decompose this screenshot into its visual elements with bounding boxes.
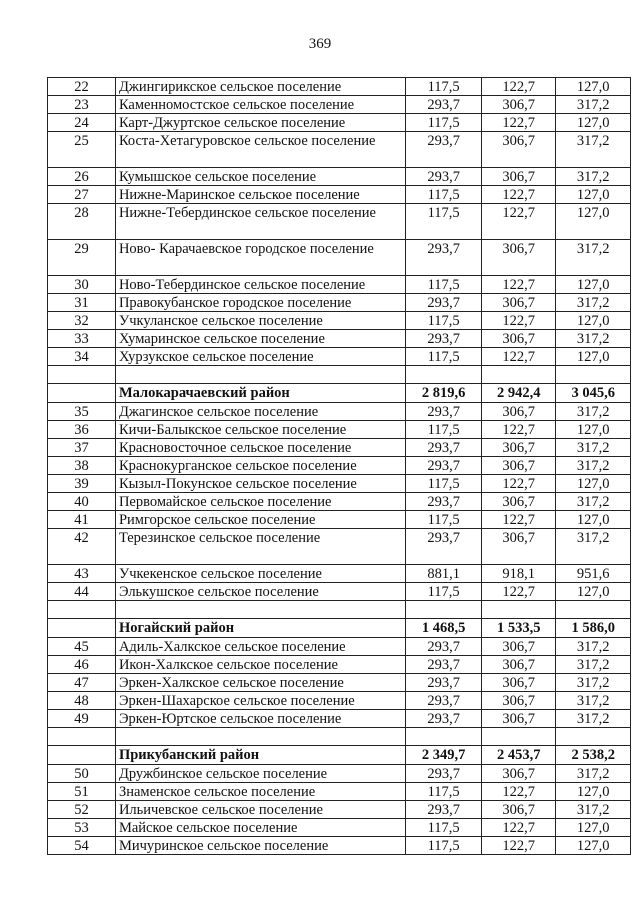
value-year-1: 117,5 xyxy=(406,837,482,855)
district-row xyxy=(48,384,631,403)
row-number: 22 xyxy=(48,78,116,96)
row-number: 42 xyxy=(48,529,116,565)
settlement-name: Хумаринское сельское поселение xyxy=(115,330,405,348)
settlement-name: Каменномостское сельское поселение xyxy=(115,96,405,114)
value-year-2: 306,7 xyxy=(481,132,556,168)
row-number: 53 xyxy=(48,819,116,837)
row-number: 23 xyxy=(48,96,116,114)
settlement-name: Ново- Карачаевское городское поселение xyxy=(115,240,405,276)
value-year-2: 2 453,7 xyxy=(481,746,556,765)
value-year-2: 306,7 xyxy=(481,692,556,710)
value-year-2: 122,7 xyxy=(481,348,556,366)
row-number: 49 xyxy=(48,710,116,728)
value-year-1: 117,5 xyxy=(406,312,482,330)
table-row xyxy=(48,421,631,439)
table-row xyxy=(48,439,631,457)
value-year-1: 293,7 xyxy=(406,674,482,692)
value-year-1: 293,7 xyxy=(406,403,482,421)
value-year-1: 881,1 xyxy=(406,565,482,583)
settlement-name: Хурзукское сельское поселение xyxy=(115,348,405,366)
table-row xyxy=(48,204,631,240)
settlement-name: Мичуринское сельское поселение xyxy=(115,837,405,855)
spacer-row xyxy=(48,601,631,619)
row-number: 26 xyxy=(48,168,116,186)
value-year-3: 127,0 xyxy=(556,837,631,855)
value-year-2: 918,1 xyxy=(481,565,556,583)
value-year-3: 317,2 xyxy=(556,801,631,819)
row-number: 28 xyxy=(48,204,116,240)
row-number: 33 xyxy=(48,330,116,348)
value-year-3: 127,0 xyxy=(556,475,631,493)
value-year-3: 317,2 xyxy=(556,765,631,783)
value-year-2: 122,7 xyxy=(481,421,556,439)
value-year-2: 306,7 xyxy=(481,457,556,475)
table-row xyxy=(48,96,631,114)
value-year-2: 122,7 xyxy=(481,783,556,801)
value-year-3: 127,0 xyxy=(556,276,631,294)
table-row xyxy=(48,493,631,511)
settlement-name: Кызыл-Покунское сельское поселение xyxy=(115,475,405,493)
value-year-3: 951,6 xyxy=(556,565,631,583)
table-row xyxy=(48,674,631,692)
row-number: 44 xyxy=(48,583,116,601)
value-year-3: 317,2 xyxy=(556,674,631,692)
value-year-2: 122,7 xyxy=(481,186,556,204)
value-year-1: 293,7 xyxy=(406,96,482,114)
empty-cell xyxy=(115,366,405,384)
settlement-name: Прикубанский район xyxy=(115,746,405,765)
settlement-name: Красновосточное сельское поселение xyxy=(115,439,405,457)
value-year-1: 117,5 xyxy=(406,78,482,96)
row-number: 34 xyxy=(48,348,116,366)
row-number: 46 xyxy=(48,656,116,674)
table-row xyxy=(48,475,631,493)
table-row xyxy=(48,710,631,728)
value-year-1: 293,7 xyxy=(406,529,482,565)
settlement-name: Джагинское сельское поселение xyxy=(115,403,405,421)
table-row xyxy=(48,276,631,294)
table-row xyxy=(48,765,631,783)
value-year-1: 293,7 xyxy=(406,168,482,186)
value-year-1: 293,7 xyxy=(406,240,482,276)
value-year-2: 122,7 xyxy=(481,204,556,240)
value-year-1: 117,5 xyxy=(406,186,482,204)
value-year-3: 317,2 xyxy=(556,529,631,565)
value-year-2: 122,7 xyxy=(481,511,556,529)
value-year-3: 127,0 xyxy=(556,114,631,132)
value-year-3: 317,2 xyxy=(556,457,631,475)
value-year-1: 2 819,6 xyxy=(406,384,482,403)
value-year-1: 293,7 xyxy=(406,132,482,168)
value-year-2: 122,7 xyxy=(481,475,556,493)
value-year-2: 306,7 xyxy=(481,439,556,457)
value-year-1: 1 468,5 xyxy=(406,619,482,638)
value-year-3: 317,2 xyxy=(556,294,631,312)
row-number: 41 xyxy=(48,511,116,529)
empty-cell xyxy=(556,366,631,384)
row-number: 43 xyxy=(48,565,116,583)
value-year-1: 293,7 xyxy=(406,294,482,312)
row-number: 38 xyxy=(48,457,116,475)
settlement-name: Учкекенское сельское поселение xyxy=(115,565,405,583)
value-year-1: 293,7 xyxy=(406,330,482,348)
row-number: 30 xyxy=(48,276,116,294)
table-row xyxy=(48,403,631,421)
table-row xyxy=(48,78,631,96)
row-number xyxy=(48,384,116,403)
table-row xyxy=(48,186,631,204)
row-number: 52 xyxy=(48,801,116,819)
budget-table xyxy=(47,77,631,855)
value-year-2: 122,7 xyxy=(481,837,556,855)
empty-cell xyxy=(48,366,116,384)
row-number: 36 xyxy=(48,421,116,439)
value-year-1: 117,5 xyxy=(406,348,482,366)
value-year-3: 127,0 xyxy=(556,583,631,601)
value-year-2: 122,7 xyxy=(481,312,556,330)
value-year-2: 306,7 xyxy=(481,638,556,656)
value-year-2: 306,7 xyxy=(481,765,556,783)
row-number: 47 xyxy=(48,674,116,692)
empty-cell xyxy=(481,728,556,746)
value-year-3: 127,0 xyxy=(556,783,631,801)
row-number: 48 xyxy=(48,692,116,710)
empty-cell xyxy=(556,728,631,746)
spacer-row xyxy=(48,366,631,384)
settlement-name: Правокубанское городское поселение xyxy=(115,294,405,312)
value-year-3: 3 045,6 xyxy=(556,384,631,403)
value-year-3: 1 586,0 xyxy=(556,619,631,638)
table-row xyxy=(48,114,631,132)
value-year-2: 306,7 xyxy=(481,710,556,728)
value-year-1: 117,5 xyxy=(406,583,482,601)
value-year-3: 317,2 xyxy=(556,240,631,276)
value-year-2: 122,7 xyxy=(481,114,556,132)
district-row xyxy=(48,746,631,765)
value-year-3: 317,2 xyxy=(556,132,631,168)
table-row xyxy=(48,656,631,674)
row-number: 35 xyxy=(48,403,116,421)
empty-cell xyxy=(481,601,556,619)
row-number: 40 xyxy=(48,493,116,511)
empty-cell xyxy=(406,366,482,384)
value-year-2: 1 533,5 xyxy=(481,619,556,638)
empty-cell xyxy=(406,601,482,619)
value-year-3: 127,0 xyxy=(556,511,631,529)
value-year-1: 293,7 xyxy=(406,710,482,728)
value-year-1: 117,5 xyxy=(406,114,482,132)
value-year-3: 127,0 xyxy=(556,78,631,96)
value-year-1: 293,7 xyxy=(406,765,482,783)
row-number: 25 xyxy=(48,132,116,168)
value-year-3: 127,0 xyxy=(556,186,631,204)
empty-cell xyxy=(406,728,482,746)
row-number: 45 xyxy=(48,638,116,656)
value-year-2: 306,7 xyxy=(481,403,556,421)
settlement-name: Римгорское сельское поселение xyxy=(115,511,405,529)
settlement-name: Майское сельское поселение xyxy=(115,819,405,837)
settlement-name: Кумышское сельское поселение xyxy=(115,168,405,186)
row-number xyxy=(48,746,116,765)
table-row xyxy=(48,783,631,801)
row-number: 29 xyxy=(48,240,116,276)
settlement-name: Кичи-Балыкское сельское поселение xyxy=(115,421,405,439)
district-row xyxy=(48,619,631,638)
value-year-1: 293,7 xyxy=(406,638,482,656)
empty-cell xyxy=(481,366,556,384)
table-row xyxy=(48,583,631,601)
empty-cell xyxy=(115,601,405,619)
value-year-3: 317,2 xyxy=(556,710,631,728)
settlement-name: Малокарачаевский район xyxy=(115,384,405,403)
value-year-1: 117,5 xyxy=(406,204,482,240)
empty-cell xyxy=(556,601,631,619)
settlement-name: Нижне-Тебердинское сельское поселение xyxy=(115,204,405,240)
settlement-name: Краснокурганское сельское поселение xyxy=(115,457,405,475)
row-number: 54 xyxy=(48,837,116,855)
value-year-2: 306,7 xyxy=(481,96,556,114)
value-year-2: 122,7 xyxy=(481,276,556,294)
value-year-2: 306,7 xyxy=(481,674,556,692)
row-number: 32 xyxy=(48,312,116,330)
settlement-name: Эркен-Шахарское сельское поселение xyxy=(115,692,405,710)
table-row xyxy=(48,511,631,529)
settlement-name: Ногайский район xyxy=(115,619,405,638)
value-year-3: 317,2 xyxy=(556,638,631,656)
settlement-name: Коста-Хетагуровское сельское поселение xyxy=(115,132,405,168)
row-number: 39 xyxy=(48,475,116,493)
value-year-1: 293,7 xyxy=(406,656,482,674)
value-year-3: 317,2 xyxy=(556,168,631,186)
settlement-name: Терезинское сельское поселение xyxy=(115,529,405,565)
value-year-2: 122,7 xyxy=(481,819,556,837)
table-row xyxy=(48,638,631,656)
table-row xyxy=(48,801,631,819)
row-number: 27 xyxy=(48,186,116,204)
table-row xyxy=(48,168,631,186)
settlement-name: Дружбинское сельское поселение xyxy=(115,765,405,783)
value-year-3: 317,2 xyxy=(556,656,631,674)
empty-cell xyxy=(48,728,116,746)
table-row xyxy=(48,692,631,710)
table-row xyxy=(48,312,631,330)
row-number: 50 xyxy=(48,765,116,783)
value-year-2: 306,7 xyxy=(481,529,556,565)
value-year-1: 293,7 xyxy=(406,493,482,511)
value-year-3: 127,0 xyxy=(556,421,631,439)
row-number: 31 xyxy=(48,294,116,312)
settlement-name: Первомайское сельское поселение xyxy=(115,493,405,511)
value-year-1: 293,7 xyxy=(406,801,482,819)
row-number: 24 xyxy=(48,114,116,132)
row-number xyxy=(48,619,116,638)
settlement-name: Ильичевское сельское поселение xyxy=(115,801,405,819)
value-year-2: 2 942,4 xyxy=(481,384,556,403)
spacer-row xyxy=(48,728,631,746)
value-year-3: 2 538,2 xyxy=(556,746,631,765)
value-year-1: 117,5 xyxy=(406,276,482,294)
empty-cell xyxy=(48,601,116,619)
table-row xyxy=(48,348,631,366)
empty-cell xyxy=(115,728,405,746)
settlement-name: Эркен-Юртское сельское поселение xyxy=(115,710,405,728)
table-row xyxy=(48,457,631,475)
settlement-name: Икон-Халкское сельское поселение xyxy=(115,656,405,674)
value-year-2: 306,7 xyxy=(481,656,556,674)
value-year-3: 127,0 xyxy=(556,312,631,330)
value-year-3: 317,2 xyxy=(556,330,631,348)
settlement-name: Карт-Джуртское сельское поселение xyxy=(115,114,405,132)
table-row xyxy=(48,132,631,168)
value-year-3: 127,0 xyxy=(556,819,631,837)
table-row xyxy=(48,565,631,583)
value-year-3: 317,2 xyxy=(556,96,631,114)
value-year-1: 293,7 xyxy=(406,692,482,710)
value-year-1: 293,7 xyxy=(406,439,482,457)
table-row xyxy=(48,330,631,348)
value-year-3: 317,2 xyxy=(556,493,631,511)
value-year-2: 306,7 xyxy=(481,330,556,348)
value-year-1: 117,5 xyxy=(406,421,482,439)
settlement-name: Знаменское сельское поселение xyxy=(115,783,405,801)
row-number: 51 xyxy=(48,783,116,801)
table-row xyxy=(48,529,631,565)
settlement-name: Адиль-Халкское сельское поселение xyxy=(115,638,405,656)
value-year-3: 317,2 xyxy=(556,439,631,457)
value-year-3: 127,0 xyxy=(556,348,631,366)
value-year-2: 306,7 xyxy=(481,168,556,186)
settlement-name: Учкуланское сельское поселение xyxy=(115,312,405,330)
value-year-3: 317,2 xyxy=(556,403,631,421)
settlement-name: Нижне-Маринское сельское поселение xyxy=(115,186,405,204)
value-year-1: 117,5 xyxy=(406,511,482,529)
page-number: 369 xyxy=(308,36,332,52)
value-year-2: 306,7 xyxy=(481,294,556,312)
settlement-name: Джингирикское сельское поселение xyxy=(115,78,405,96)
value-year-1: 117,5 xyxy=(406,475,482,493)
value-year-1: 117,5 xyxy=(406,783,482,801)
settlement-name: Элькушское сельское поселение xyxy=(115,583,405,601)
table-row xyxy=(48,819,631,837)
value-year-2: 306,7 xyxy=(481,801,556,819)
value-year-2: 306,7 xyxy=(481,493,556,511)
value-year-2: 306,7 xyxy=(481,240,556,276)
settlement-name: Ново-Тебердинское сельское поселение xyxy=(115,276,405,294)
value-year-3: 127,0 xyxy=(556,204,631,240)
value-year-1: 293,7 xyxy=(406,457,482,475)
value-year-1: 117,5 xyxy=(406,819,482,837)
table-row xyxy=(48,240,631,276)
settlement-name: Эркен-Халкское сельское поселение xyxy=(115,674,405,692)
table-body xyxy=(48,78,631,855)
value-year-1: 2 349,7 xyxy=(406,746,482,765)
value-year-3: 317,2 xyxy=(556,692,631,710)
row-number: 37 xyxy=(48,439,116,457)
table-row xyxy=(48,837,631,855)
value-year-2: 122,7 xyxy=(481,78,556,96)
table-row xyxy=(48,294,631,312)
value-year-2: 122,7 xyxy=(481,583,556,601)
